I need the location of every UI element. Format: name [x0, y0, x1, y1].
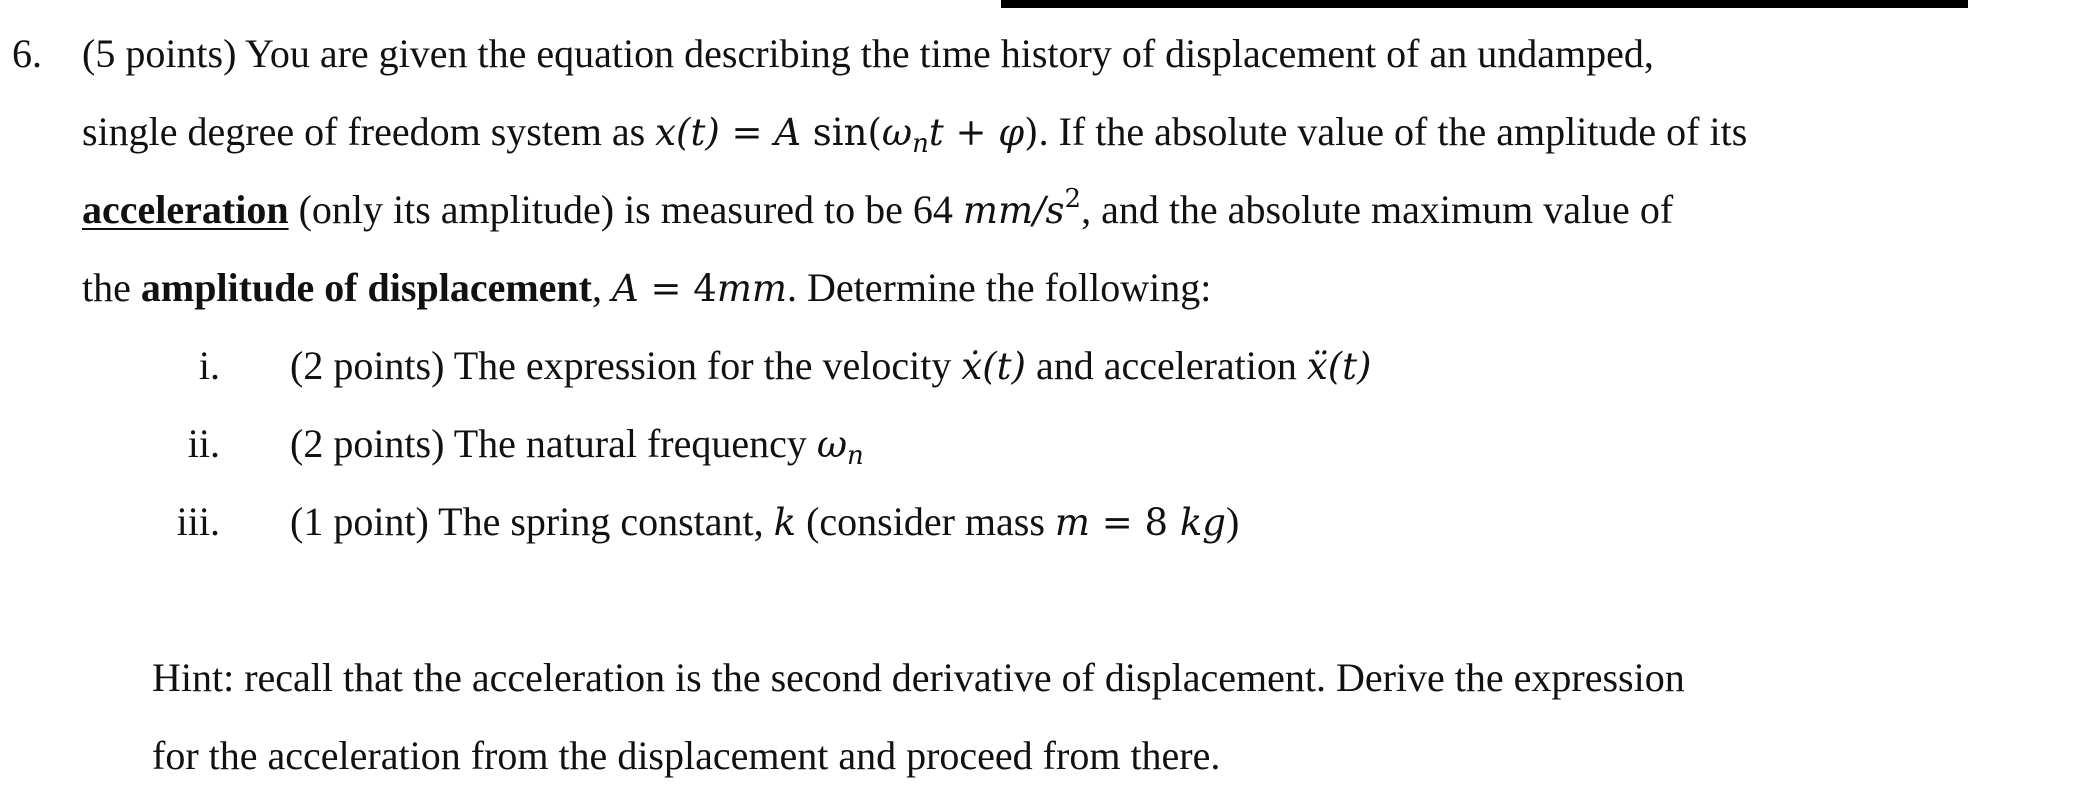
item-i: (2 points) The expression for the velocity ẋ(t) and acceleration ẍ(t)	[290, 343, 1372, 388]
problem-line-1: (5 points) You are given the equation describing the time history of displacement of an undamped,	[82, 31, 1654, 76]
displacement-equation: x(t) = A $\sin(\omega_nt + \varphi)$	[655, 111, 1039, 159]
problem-line-3-tail: , and the absolute maximum value of	[1081, 187, 1674, 232]
item-ii: (2 points) The natural frequency $\omega_n$	[290, 421, 864, 471]
item-iii: (1 point) The spring constant, k (consider mass m = 8 kg)	[290, 499, 1240, 544]
amplitude-term: amplitude of displacement	[140, 265, 592, 310]
problem-line-2	[82, 108, 1747, 157]
spring-constant-symbol: k	[773, 501, 797, 544]
item-label-i: i.	[198, 343, 220, 388]
problem-line-2-text: single degree of freedom system as	[82, 109, 646, 154]
mass-expression: m = 8 kg	[1054, 501, 1226, 544]
problem-line-2-tail: . If the absolute value of the amplitude of its	[1038, 109, 1748, 154]
velocity-expression: ẋ(t)	[961, 345, 1026, 388]
problem-line-3	[82, 186, 1673, 235]
problem-number: 6.	[12, 31, 42, 76]
problem-line-3-text: (only its amplitude) is measured to be 64	[288, 187, 963, 232]
natural-frequency-symbol: $\omega_n$	[816, 423, 864, 471]
amplitude-value: A = 4mm	[612, 267, 787, 310]
acceleration-unit: $mm/s^2$	[962, 184, 1082, 232]
top-rule	[1001, 0, 1968, 8]
item-label-ii: ii.	[187, 421, 220, 466]
acceleration-expression: ẍ(t)	[1306, 345, 1372, 388]
hint-line-2: for the acceleration from the displacement and proceed from there.	[152, 733, 1221, 778]
item-label-iii: iii.	[176, 499, 220, 544]
hint-line-1: Hint: recall that the acceleration is the second derivative of displacement. Derive the expression	[152, 655, 1685, 700]
problem-line-4-tail: . Determine the following:	[786, 265, 1212, 310]
acceleration-term: acceleration	[82, 187, 289, 232]
problem-line-4: the amplitude of displacement, A = 4mm. Determine the following:	[82, 265, 1212, 310]
